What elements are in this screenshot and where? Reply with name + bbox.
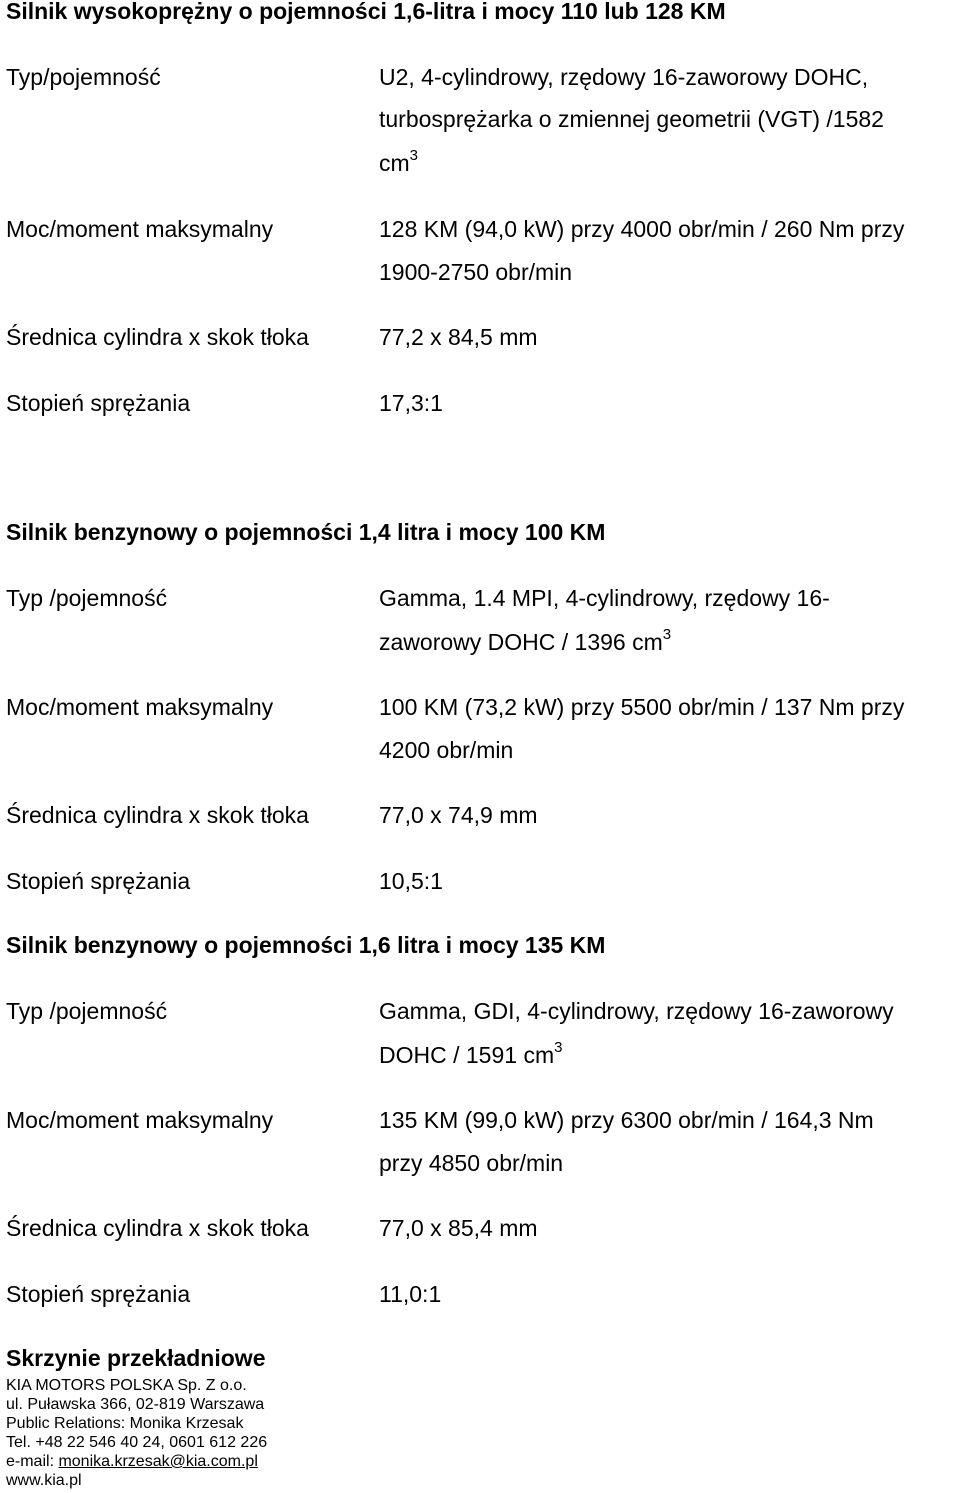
section-1-type-line-1: U2, 4-cylindrowy, rzędowy 16-zaworowy DOHC, <box>379 64 869 90</box>
section-2-power-label: Moc/moment maksymalny <box>6 694 274 720</box>
section-2-compression-value: 10,5:1 <box>379 868 443 894</box>
section-1-title: Silnik wysokoprężny o pojemności 1,6-litra i mocy 110 lub 128 KM <box>6 0 726 24</box>
section-1-type-line-2: turbosprężarka o zmiennej geometrii (VGT) /1582 <box>379 106 884 132</box>
section-2-bore-label: Średnica cylindra x skok tłoka <box>6 802 309 828</box>
section-2-type-line-2: zaworowy DOHC / 1396 $cm^3$ <box>379 626 672 655</box>
footer-phone: Tel. +48 22 546 40 24, 0601 612 226 <box>6 1434 268 1451</box>
section-1-bore-label: Średnica cylindra x skok tłoka <box>6 324 309 350</box>
section-2-bore-value: 77,0 x 74,9 mm <box>379 802 538 828</box>
section-2-type-line-1: Gamma, 1.4 MPI, 4-cylindrowy, rzędowy 16- <box>379 585 830 611</box>
section-1-compression-label: Stopień sprężania <box>6 390 191 416</box>
footer-address: ul. Puławska 366, 02-819 Warszawa <box>6 1396 265 1413</box>
section-1-type-label: Typ/pojemność <box>6 64 161 90</box>
section-2-power-line-2: 4200 obr/min <box>379 737 514 763</box>
section-2-title: Silnik benzynowy o pojemności 1,4 litra i mocy 100 KM <box>6 519 606 545</box>
section-3-type-line-2: DOHC / 1591 $cm^3$ <box>379 1039 563 1068</box>
section-2-compression-label: Stopień sprężania <box>6 868 191 894</box>
footer-pr: Public Relations: Monika Krzesak <box>6 1415 244 1432</box>
section-2-type-label: Typ /pojemność <box>6 585 168 611</box>
section-1-power-line-2: 1900-2750 obr/min <box>379 259 573 285</box>
section-1-power-label: Moc/moment maksymalny <box>6 216 274 242</box>
footer-email-link[interactable]: monika.krzesak@kia.com.pl <box>58 1453 258 1470</box>
section-3-power-line-2: przy 4850 obr/min <box>379 1150 564 1176</box>
footer-email-line <box>6 1453 258 1471</box>
section-3-title: Silnik benzynowy o pojemności 1,6 litra i mocy 135 KM <box>6 932 606 958</box>
section-1-compression-value: 17,3:1 <box>379 390 443 416</box>
superscript: 3 <box>662 626 672 644</box>
footer-company: KIA MOTORS POLSKA Sp. Z o.o. <box>6 1377 247 1394</box>
section-3-power-label: Moc/moment maksymalny <box>6 1107 274 1133</box>
section-3-compression-label: Stopień sprężania <box>6 1281 191 1307</box>
superscript: 3 <box>409 147 419 165</box>
section-3-power-line-1: 135 KM (99,0 kW) przy 6300 obr/min / 164,3 Nm <box>379 1107 874 1133</box>
section-3-type-line-1: Gamma, GDI, 4-cylindrowy, rzędowy 16-zaworowy <box>379 998 894 1024</box>
section-1-power-line-1: 128 KM (94,0 kW) przy 4000 obr/min / 260 Nm przy <box>379 216 905 242</box>
section-2-power-line-1: 100 KM (73,2 kW) przy 5500 obr/min / 137 Nm przy <box>379 694 905 720</box>
section-3-type-label: Typ /pojemność <box>6 998 168 1024</box>
section-3-bore-label: Średnica cylindra x skok tłoka <box>6 1215 309 1241</box>
section-3-bore-value: 77,0 x 85,4 mm <box>379 1215 538 1241</box>
section-3-compression-value: 11,0:1 <box>379 1281 442 1307</box>
footer-website[interactable]: www.kia.pl <box>6 1472 82 1489</box>
gearbox-heading: Skrzynie przekładniowe <box>6 1345 266 1371</box>
superscript: 3 <box>554 1039 563 1057</box>
section-1-type-line-3: $cm^3$ <box>379 147 419 176</box>
section-1-bore-value: 77,2 x 84,5 mm <box>379 324 538 350</box>
footer-email-prefix: e-mail: <box>6 1453 59 1470</box>
